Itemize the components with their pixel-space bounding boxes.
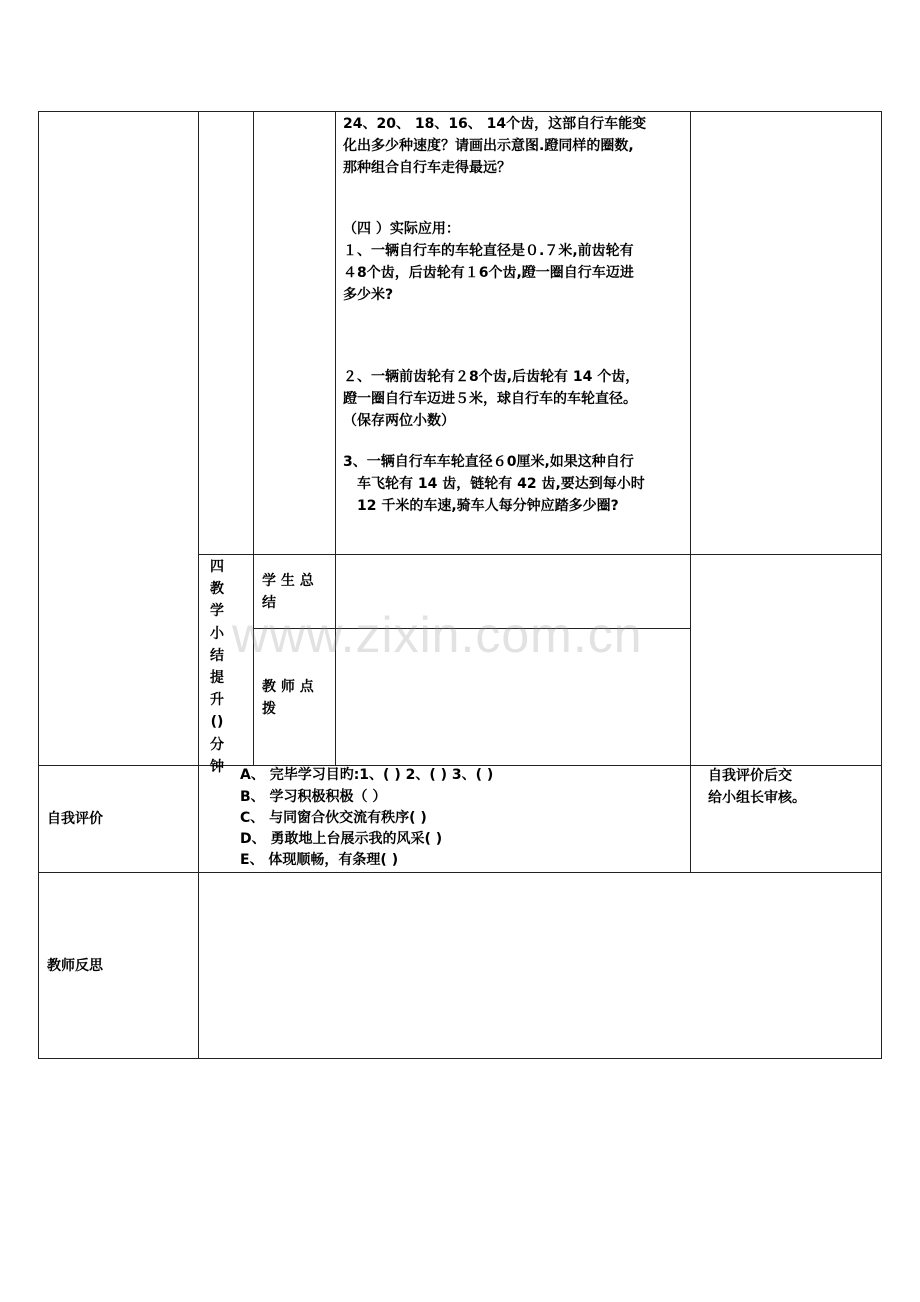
intro-line-3: 那种组合自行车走得最远？: [343, 160, 511, 176]
evaluation-item-a: A、 完毕学习目旳:1、( ) 2、( ) 3、( ): [240, 767, 494, 783]
q1-line-1: １、一辆自行车的车轮直径是０.７米,前齿轮有: [343, 243, 634, 259]
col-line-left: [38, 111, 39, 1059]
vertical-char: 结: [210, 647, 224, 664]
q2-line-2: 蹬一圈自行车迈进５米，球自行车的车轮直径。: [343, 391, 637, 407]
vertical-char: 学: [210, 603, 224, 620]
evaluation-item-c: C、 与同窗合伙交流有秩序( ): [240, 810, 427, 826]
q1-line-2: ４8个齿，后齿轮有１6个齿,蹬一圈自行车迈进: [343, 265, 634, 281]
col-line-3: [335, 111, 336, 766]
self-evaluation-label: 自我评价: [47, 811, 103, 827]
teacher-guidance-line-2: 拨: [262, 701, 276, 717]
col-line-2: [253, 111, 254, 766]
row-line-top: [38, 111, 882, 112]
vertical-char: 钟: [210, 758, 224, 775]
student-summary-line-1: 学 生 总: [262, 573, 314, 589]
evaluation-item-d: D、 勇敢地上台展示我的风采( ): [240, 831, 443, 847]
vertical-char: 小: [210, 625, 224, 642]
q3-line-2: 车飞轮有 14 齿，链轮有 42 齿,要达到每小时: [357, 476, 645, 492]
vertical-char: 升: [210, 692, 224, 709]
intro-line-2: 化出多少种速度？请画出示意图.蹬同样的圈数,: [343, 138, 634, 154]
evaluation-item-e: E、 体现顺畅，有条理( ): [240, 852, 399, 868]
teacher-reflection-label: 教师反思: [47, 958, 103, 974]
evaluation-item-b: B、 学习积极积极（ ）: [240, 789, 387, 805]
q2-line-3: （保存两位小数）: [343, 413, 455, 429]
teacher-guidance-line-1: 教 师 点: [262, 679, 314, 695]
intro-line-1: 24、20、 18、16、 14个齿，这部自行车能变: [343, 116, 647, 132]
summary-vertical-label: [207, 556, 227, 778]
col-line-4: [690, 111, 691, 873]
q3-line-3: 12 千米的车速,骑车人每分钟应踏多少圈?: [357, 498, 619, 514]
vertical-char: 四: [210, 559, 224, 575]
col-line-right: [881, 111, 882, 1059]
watermark: www.zixin.com.cn: [232, 607, 643, 663]
section-title: （四 ）实际应用：: [343, 221, 460, 237]
vertical-char: 分: [210, 736, 224, 753]
row-line-bottom: [38, 1058, 882, 1059]
evaluation-note-line-1: 自我评价后交: [708, 768, 792, 784]
teacher-reflection-content: [199, 873, 881, 1058]
vertical-char: 提: [210, 670, 224, 687]
q3-line-1: 3、一辆自行车车轮直径６0厘米,如果这种自行: [343, 454, 634, 470]
row-line-summary-top: [198, 554, 882, 555]
q2-line-1: ２、一辆前齿轮有２8个齿,后齿轮有 14 个齿，: [343, 369, 640, 385]
q1-line-3: 多少米?: [343, 287, 394, 303]
vertical-char: (): [210, 714, 224, 731]
evaluation-note-line-2: 给小组长审核。: [708, 790, 806, 806]
vertical-char: 教: [210, 581, 224, 598]
student-summary-line-2: 结: [262, 595, 276, 611]
